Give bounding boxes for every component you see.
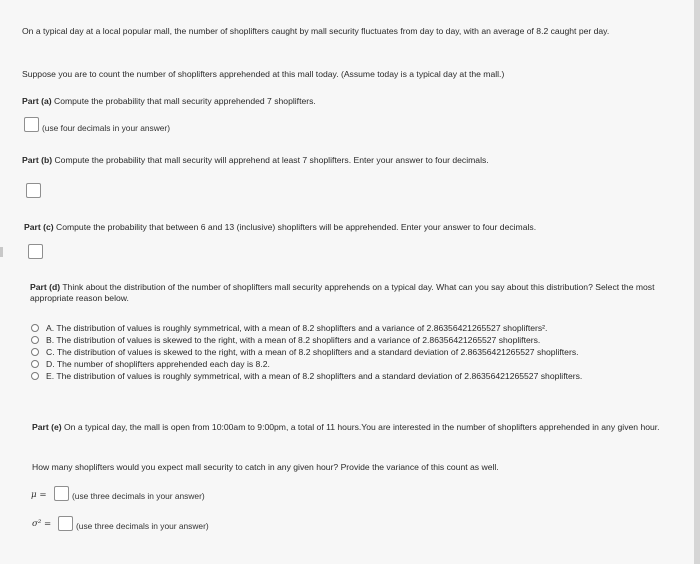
part-d-prompt [30,282,670,304]
suppose-text: Suppose you are to count the number of shoplifters apprehended at this mall today. (Assume today is a typical day at the mall.) [22,69,505,79]
part-e-question: How many shoplifters would you expect mall security to catch in any given hour? Provide the variance of this count as well. [32,462,499,472]
option-e-label[interactable]: E. The distribution of values is roughly symmetrical, with a mean of 8.2 shoplifters and a standard deviation of 2.86356421265527 shoplifters. [46,371,583,381]
page-edge-marker [0,247,3,257]
part-d-text: Think about the distribution of the number of shoplifters mall security apprehends on a typical day. What can you say about this distribution? Select the most appropriate reason below. [30,282,655,303]
part-b-text: Compute the probability that mall security will apprehend at least 7 shoplifters. Enter your answer to four decimals. [54,155,489,165]
option-d-radio[interactable] [31,360,39,368]
part-c-prompt [24,222,536,233]
mu-answer-input[interactable] [54,486,69,501]
sigma-squared-answer-input[interactable] [58,516,73,531]
option-e-radio[interactable] [31,372,39,380]
part-b-prompt [22,155,489,166]
part-a-answer-input[interactable] [24,117,39,132]
part-d-label: Part (d) [30,282,61,292]
sigma-squared-hint: (use three decimals in your answer) [76,521,209,531]
option-a-label[interactable]: A. The distribution of values is roughly symmetrical, with a mean of 8.2 shoplifters and a variance of 2.86356421265527 shoplifters². [46,323,548,333]
part-a-hint: (use four decimals in your answer) [42,123,171,133]
intro-text: On a typical day at a local popular mall, the number of shoplifters caught by mall security fluctuates from day to day, with an average of 8.2 caught per day. [22,26,610,36]
sigma-squared-label: σ² = [32,519,52,529]
page-shadow [694,0,700,564]
option-c-label[interactable]: C. The distribution of values is skewed to the right, with a mean of 8.2 shoplifters and a standard deviation of 2.86356421265527 shoplifters. [46,347,579,357]
option-b-radio[interactable] [31,336,39,344]
part-c-answer-input[interactable] [28,244,43,259]
mu-label: μ = [31,490,47,500]
part-a-prompt [22,96,316,107]
mu-hint: (use three decimals in your answer) [72,491,205,501]
part-c-label: Part (c) [24,222,54,232]
part-e-label: Part (e) [32,422,62,432]
option-d-label[interactable]: D. The number of shoplifters apprehended each day is 8.2. [46,359,270,369]
part-b-label: Part (b) [22,155,53,165]
option-b-label[interactable]: B. The distribution of values is skewed to the right, with a mean of 8.2 shoplifters and a variance of 2.86356421265527 shoplifters. [46,335,541,345]
part-e-text: On a typical day, the mall is open from 10:00am to 9:00pm, a total of 11 hours.You are interested in the number of shoplifters apprehended in any given hour. [64,422,660,432]
part-a-label: Part (a) [22,96,52,106]
option-a-radio[interactable] [31,324,39,332]
part-a-text: Compute the probability that mall security apprehended 7 shoplifters. [54,96,316,106]
part-c-text: Compute the probability that between 6 and 13 (inclusive) shoplifters will be apprehended. Enter your answer to four decimals. [56,222,537,232]
option-c-radio[interactable] [31,348,39,356]
part-e-prompt [32,422,672,433]
part-b-answer-input[interactable] [26,183,41,198]
